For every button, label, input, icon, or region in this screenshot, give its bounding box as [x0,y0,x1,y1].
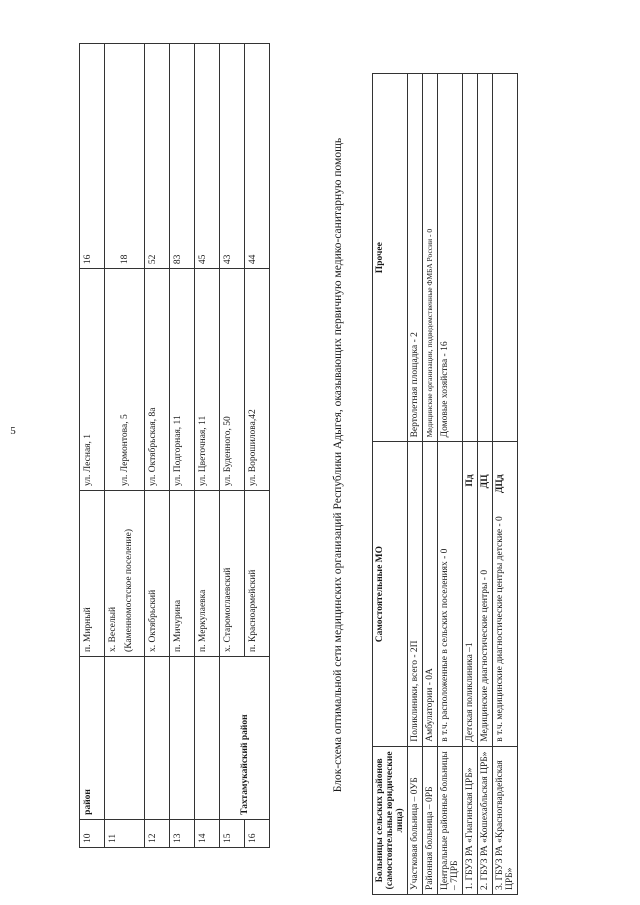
code-label: ДЦ [480,474,490,489]
cell: Медицинские организации, подведомственные ФМБА России - 0 [423,74,438,442]
cell [493,74,518,442]
cell: Медицинские диагностические центры - 0 ДЦ [478,442,493,746]
cell: Домовые хозяйства - 16 [438,74,463,442]
diagram-caption: Блок-схема оптимальной сети медицинских организаций Республики Адыгея, оказывающих первичную медико-санитарную помощь [332,137,344,793]
cell [463,74,478,442]
row-number: 15 [220,819,245,847]
table-row [170,44,195,848]
cell: Центральные районные больницы – 7ЦРБ [438,746,463,894]
settlement-cell: п. Мирный [80,491,105,657]
row-number: 14 [195,819,220,847]
hospital-cell: 2. ГБУЗ РА «Кошехабльская ЦРБ» [478,746,493,894]
table-row [463,74,478,895]
cell: Вертолетная площадка - 2 [408,74,423,442]
value-cell: 43 [220,44,245,269]
address-cell: ул. Октябрьская, 8а [145,269,170,491]
settlement-cell: х. Октябрьский [145,491,170,657]
hospital-cell: 3. ГБУЗ РА «Красногвардейская ЦРБ» [493,746,518,894]
value-cell: 18 [105,44,145,269]
code-label: Пд [465,474,475,487]
cell: Участковая больница – 0УБ [408,746,423,894]
hospital-cell: 1. ГБУЗ РА «Гиагинская ЦРБ» [463,746,478,894]
district-cell [105,656,145,819]
table-row [195,44,220,848]
address-cell: ул. Ворошилова,42 [245,269,270,491]
district-cell [170,656,195,819]
row-number: 16 [245,819,270,847]
table-row [478,74,493,895]
cell [478,74,493,442]
cell: в т.ч. медицинские диагностические центры детские - 0 ДЦд [493,442,518,746]
settlements-table [79,43,270,848]
table-row [438,74,463,895]
table-row [80,44,105,848]
settlement-cell: х. Старомоглаевский [220,491,245,657]
cell: в т.ч. расположенные в сельских поселениях - 0 [438,442,463,746]
row-number: 13 [170,819,195,847]
settlement-cell: п. Красноармейский [245,491,270,657]
value-cell: 45 [195,44,220,269]
table-row [145,44,170,848]
row-number: 11 [105,819,145,847]
address-cell: ул. Цветочная, 11 [195,269,220,491]
page-number: 5 [10,425,16,437]
table-row [493,74,518,895]
row-number: 12 [145,819,170,847]
table-row [423,74,438,895]
value-cell: 44 [245,44,270,269]
cell: Поликлиники, всего - 2П [408,442,423,746]
district-cell [195,656,220,819]
table-row [408,74,423,895]
header-rural-hospitals: Больницы сельских районов (самостоятельные юридические лица) [373,746,408,894]
address-cell: ул. Лермонтова, 5 [105,269,145,491]
settlement-cell: х. Веселый (Каменномостское поселение) [105,491,145,657]
code-label: ДЦд [495,474,505,494]
district-cell [145,656,170,819]
district-cell: район [80,656,105,819]
settlement-cell: п. Мичурина [170,491,195,657]
medical-network-table [372,73,518,895]
cell: Районная больница – 0РБ [423,746,438,894]
cell: Амбулатории - 0А [423,442,438,746]
address-cell: ул. Лесная, 1 [80,269,105,491]
value-cell: 16 [80,44,105,269]
value-cell: 83 [170,44,195,269]
address-cell: ул. Подгорная, 11 [170,269,195,491]
address-cell: ул. Буденного, 50 [220,269,245,491]
header-other: Прочее [373,74,408,442]
table-row [105,44,145,848]
header-independent-mo: Самостоятельные МО [373,442,408,746]
settlement-cell: п. Меркулаевка [195,491,220,657]
row-number: 10 [80,819,105,847]
cell: Детская поликлиника –1 Пд [463,442,478,746]
value-cell: 52 [145,44,170,269]
district-cell: Тахтамукайский район [220,656,270,819]
table-row [220,44,245,848]
